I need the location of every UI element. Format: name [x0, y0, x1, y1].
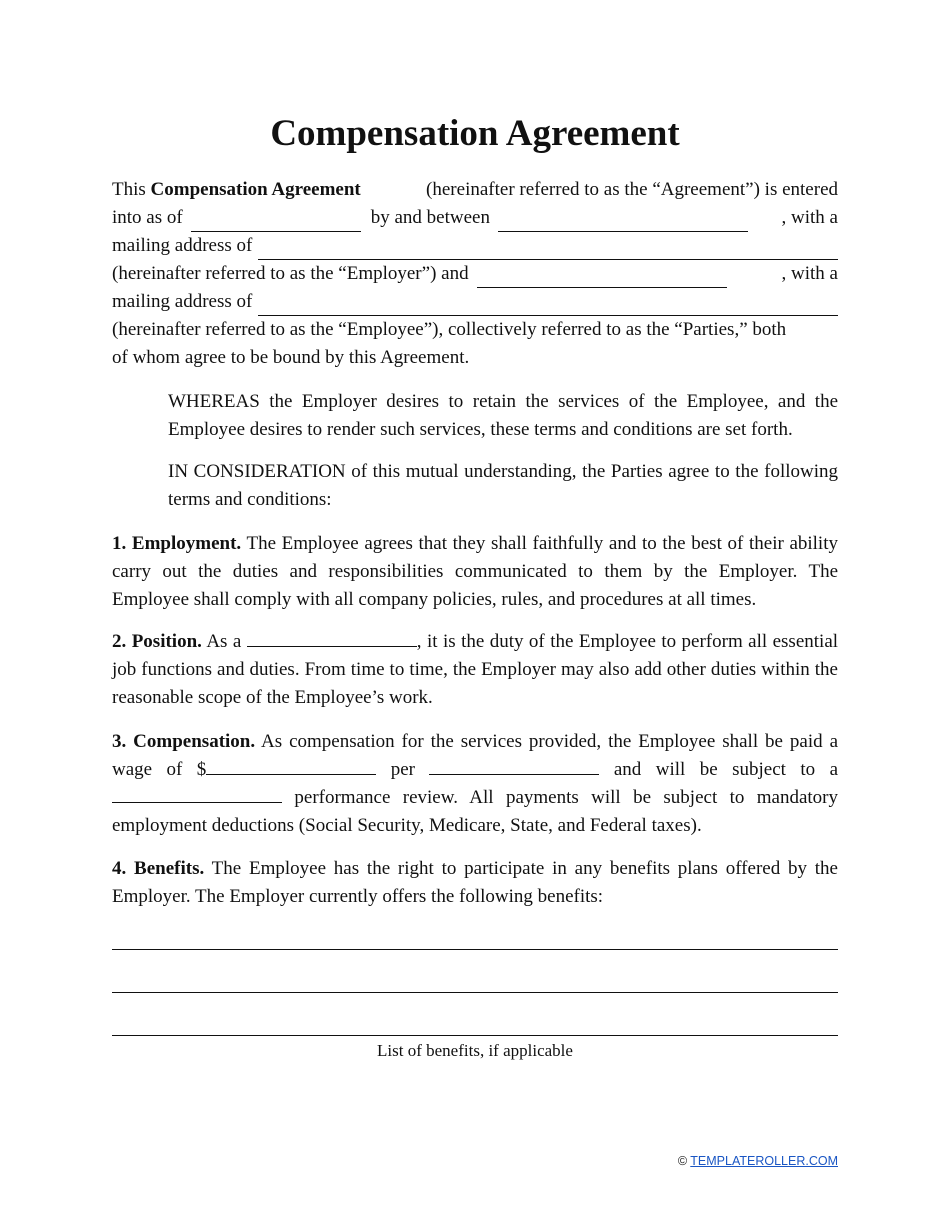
employee-address-blank[interactable] — [258, 296, 838, 316]
employer-address-blank[interactable] — [258, 240, 838, 260]
wage-blank[interactable] — [206, 756, 376, 775]
section-heading: 1. Employment. — [112, 533, 242, 554]
agreement-name: Compensation Agreement — [150, 179, 361, 200]
intro-line-6: (hereinafter referred to as the “Employee”), collectively referred to as the “Parties,” both — [112, 319, 787, 340]
intro-line-7: of whom agree to be bound by this Agreement. — [112, 347, 470, 368]
review-frequency-blank[interactable] — [112, 784, 282, 803]
employer-name-blank[interactable] — [498, 213, 748, 232]
intro-line-2: into as of by and between , with a — [112, 204, 838, 232]
position-blank[interactable] — [247, 628, 417, 647]
templateroller-link[interactable]: TEMPLATEROLLER.COM — [690, 1154, 838, 1168]
section-position: 2. Position. As a , it is the duty of the Employee to perform all essential job functions and duties. From time to time, the Employer may also add other duties within the reasonable scope of the Employee’s work. — [112, 628, 838, 712]
intro-line-3: mailing address of — [112, 232, 838, 260]
copyright-symbol: © — [677, 1154, 688, 1168]
benefits-line-1[interactable] — [112, 949, 838, 950]
whereas-clause: WHEREAS the Employer desires to retain the services of the Employee, and the Employee desires to render such services, these terms and conditions are set forth. — [168, 391, 838, 440]
section-employment: 1. Employment. The Employee agrees that they shall faithfully and to the best of their ability carry out the duties and responsibilities communicated to them by the Employer. The Employee shall comply with all company policies, rules, and procedures at all times. — [112, 533, 838, 610]
section-heading: 3. Compensation. — [112, 731, 256, 752]
date-blank[interactable] — [191, 213, 361, 232]
section-heading: 4. Benefits. — [112, 858, 205, 879]
section-benefits: 4. Benefits. The Employee has the right to participate in any benefits plans offered by the Employer. The Employer currently offers the following benefits: — [112, 858, 838, 907]
intro-line-4: (hereinafter referred to as the “Employer”) and , with a — [112, 260, 838, 288]
document-title: Compensation Agreement — [270, 113, 680, 154]
employee-name-blank[interactable] — [477, 269, 727, 288]
consideration-clause: IN CONSIDERATION of this mutual understanding, the Parties agree to the following terms and conditions: — [168, 461, 838, 510]
pay-period-blank[interactable] — [429, 756, 599, 775]
intro-line-1: This Compensation Agreement (hereinafter referred to as the “Agreement”) is entered — [112, 179, 838, 200]
footer-credit — [678, 1154, 838, 1168]
benefits-line-3[interactable] — [112, 1035, 838, 1036]
section-heading: 2. Position. — [112, 631, 202, 652]
benefits-line-2[interactable] — [112, 992, 838, 993]
benefits-caption: List of benefits, if applicable — [377, 1041, 573, 1060]
intro-line-5: mailing address of — [112, 288, 838, 316]
section-compensation: 3. Compensation. As compensation for the services provided, the Employee shall be paid a wage of $ per and will be subject to a performance review. All payments will be subject to mandatory employment deductions (Social Security, Medicare, State, and Federal taxes). — [112, 731, 839, 836]
